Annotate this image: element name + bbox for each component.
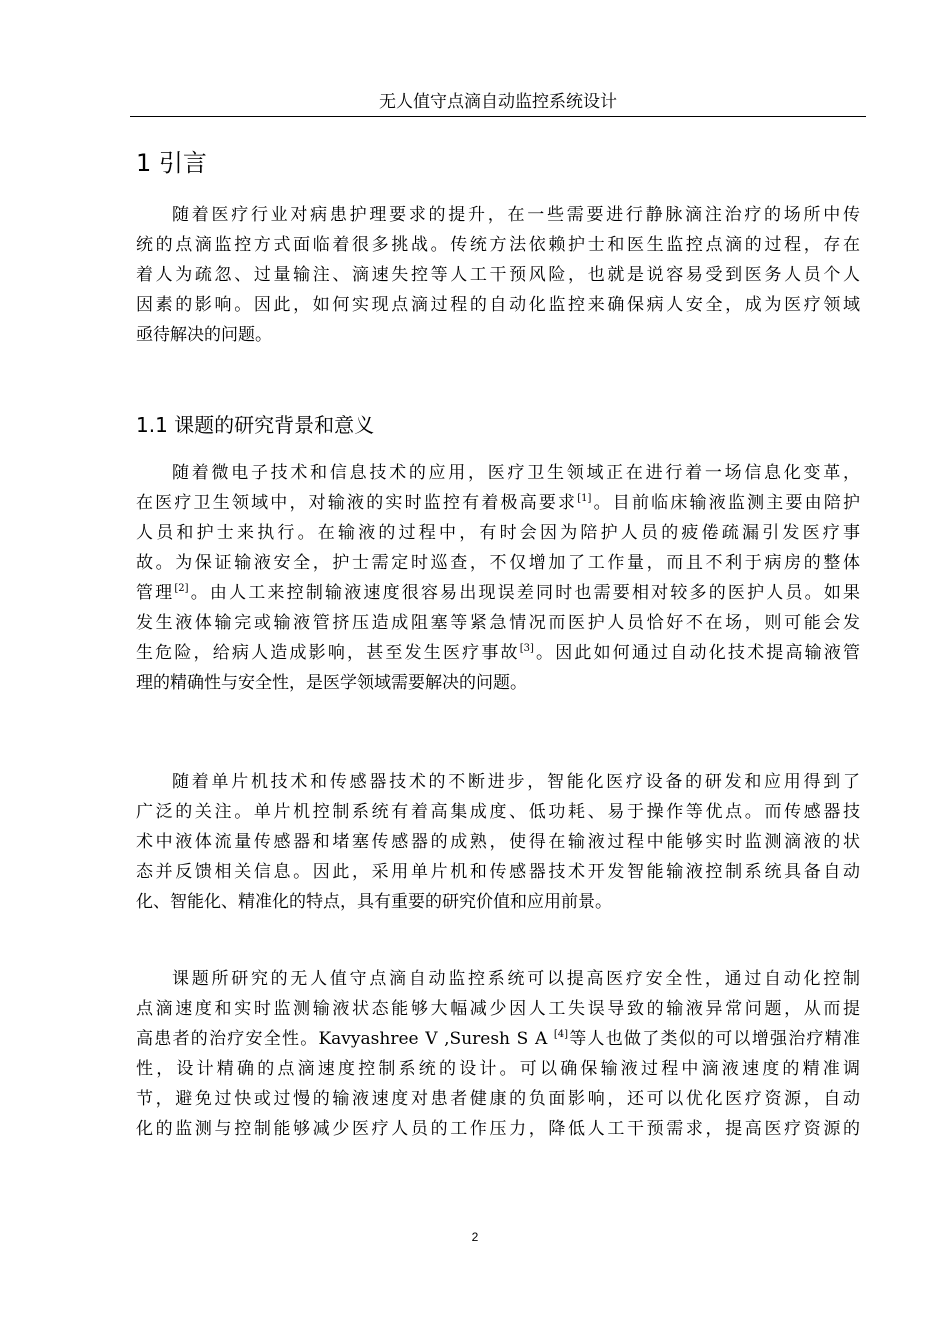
- text-run: 等人也做了类似的可以增强治疗精准: [568, 1029, 860, 1049]
- text-line: 发生液体输完或输液管挤压造成阻塞等紧急情况而医护人员恰好不在场，则可能会发: [136, 613, 860, 633]
- text-line: 随着单片机技术和传感器技术的不断进步，智能化医疗设备的研发和应用得到了: [172, 772, 860, 792]
- text-line: 化的监测与控制能够减少医疗人员的工作压力，降低人工干预需求，提高医疗资源的: [136, 1119, 860, 1139]
- text-run: 在医疗卫生领域中，对输液的实时监控有着极高要求: [136, 493, 578, 513]
- section-heading-1: 1 引言: [136, 149, 207, 177]
- text-line: [136, 638, 860, 668]
- text-line: 点滴速度和实时监测输液状态能够大幅减少因人工失误导致的输液异常问题，从而提: [136, 999, 860, 1019]
- text-line: 节，避免过快或过慢的输液速度对患者健康的负面影响，还可以优化医疗资源，自动: [136, 1089, 860, 1109]
- text-line: 化、智能化、精准化的特点，具有重要的研究价值和应用前景。: [136, 892, 612, 912]
- text-line: 人员和护士来执行。在输液的过程中，有时会因为陪护人员的疲倦疏漏引发医疗事: [136, 523, 860, 543]
- page-number: 2: [471, 1230, 479, 1244]
- citation-ref: [3]: [519, 643, 534, 654]
- text-line: 着人为疏忽、过量输注、滴速失控等人工干预风险，也就是说容易受到医务人员个人: [136, 265, 860, 285]
- intro-paragraph: [136, 200, 860, 350]
- text-line: 广泛的关注。单片机控制系统有着高集成度、低功耗、易于操作等优点。而传感器技: [136, 802, 860, 822]
- text-line: 亟待解决的问题。: [136, 325, 272, 345]
- text-line: 故。为保证输液安全，护士需定时巡查，不仅增加了工作量，而且不利于病房的整体: [136, 553, 860, 573]
- text-run: 。因此如何通过自动化技术提高输液管: [533, 643, 861, 663]
- text-run: 高患者的治疗安全性。Kavyashree V ,Suresh S A: [136, 1029, 554, 1049]
- text-line: [136, 1024, 860, 1054]
- text-line: [136, 578, 860, 608]
- text-line: 理的精确性与安全性，是医学领域需要解决的问题。: [136, 673, 527, 693]
- text-line: 术中液体流量传感器和堵塞传感器的成熟，使得在输液过程中能够实时监测滴液的状: [136, 832, 860, 852]
- text-run: 生危险，给病人造成影响，甚至发生医疗事故: [136, 643, 520, 663]
- section-heading-1-1: 1.1 课题的研究背景和意义: [136, 413, 375, 437]
- text-line: 随着微电子技术和信息技术的应用，医疗卫生领域正在进行着一场信息化变革，: [172, 463, 860, 483]
- citation-ref: [1]: [577, 493, 592, 504]
- text-line: [136, 488, 860, 518]
- running-header: [130, 90, 866, 117]
- text-line: 统的点滴监控方式面临着很多挑战。传统方法依赖护士和医生监控点滴的过程，存在: [136, 235, 860, 255]
- text-line: 随着医疗行业对病患护理要求的提升，在一些需要进行静脉滴注治疗的场所中传: [172, 205, 860, 225]
- background-paragraph-2: [136, 767, 860, 917]
- text-run: 。目前临床输液监测主要由陪护: [591, 493, 861, 513]
- citation-ref: [2]: [174, 583, 189, 594]
- background-paragraph-3: [136, 964, 860, 1144]
- text-line: 因素的影响。因此，如何实现点滴过程的自动化监控来确保病人安全，成为医疗领域: [136, 295, 860, 315]
- text-run: 管理: [136, 583, 175, 603]
- text-line: 课题所研究的无人值守点滴自动监控系统可以提高医疗安全性，通过自动化控制: [172, 969, 860, 989]
- citation-ref: [4]: [553, 1029, 569, 1040]
- text-line: 性，设计精确的点滴速度控制系统的设计。可以确保输液过程中滴液速度的精准调: [136, 1059, 860, 1079]
- text-run: 。由人工来控制输液速度很容易出现误差同时也需要相对较多的医护人员。如果: [188, 583, 861, 603]
- background-paragraph-1: [136, 458, 860, 698]
- header-title: 无人值守点滴自动监控系统设计: [379, 92, 617, 112]
- text-line: 态并反馈相关信息。因此，采用单片机和传感器技术开发智能输液控制系统具备自动: [136, 862, 860, 882]
